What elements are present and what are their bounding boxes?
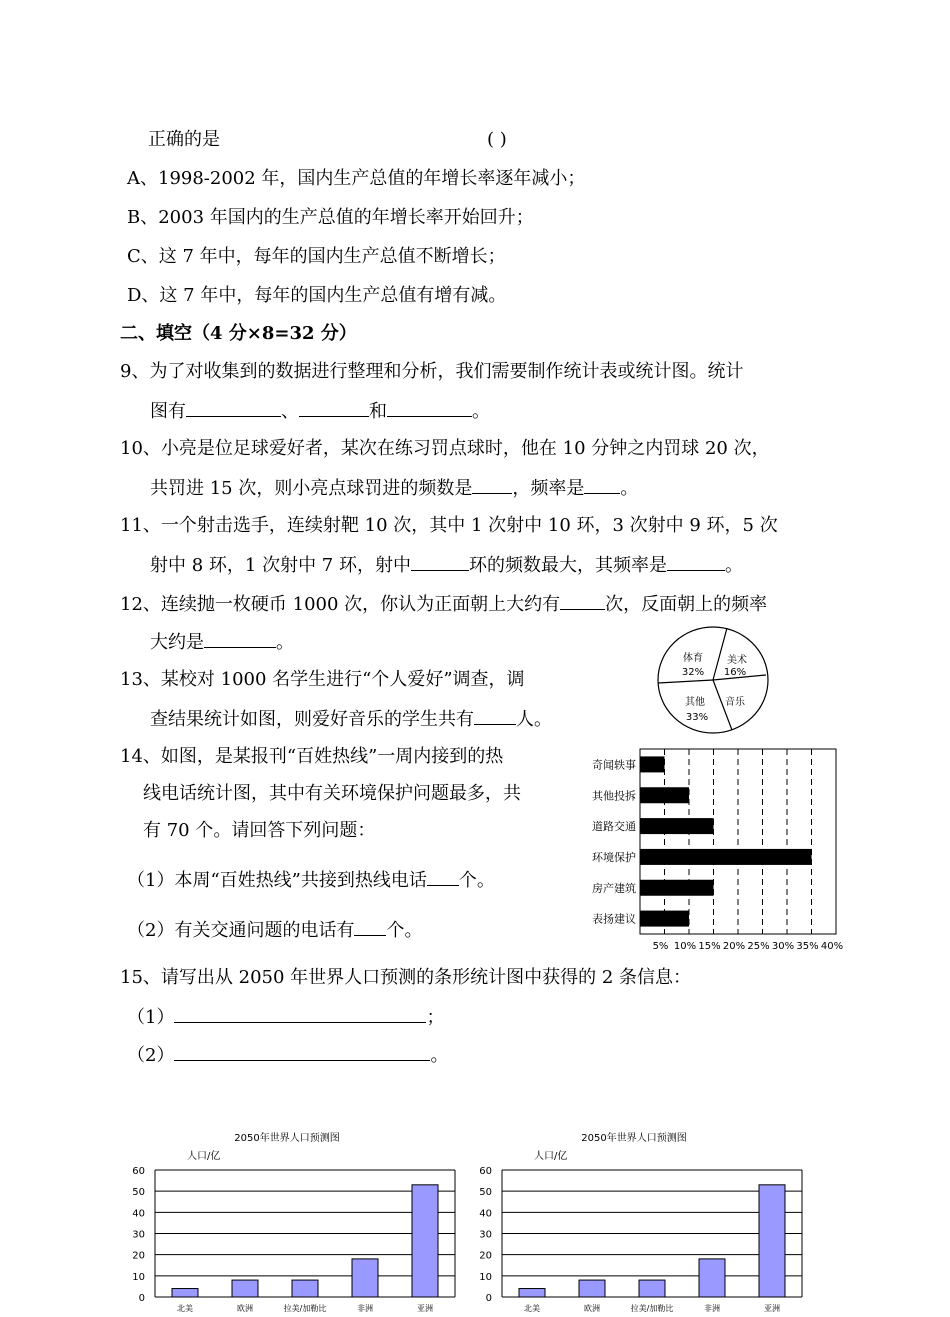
hbar-xtick-label: 5%: [652, 941, 669, 952]
q8-option-b: B、2003 年国内的生产总值的年增长率开始回升；: [127, 207, 534, 228]
q10-line2: 共罚进 15 次，则小亮点球罚进的频数是 ，频率是 。: [150, 475, 638, 501]
q8-option-c: C、这 7 年中，每年的国内生产总值不断增长；: [127, 246, 506, 267]
pop-bar: [412, 1185, 438, 1297]
pop-category-label: 非洲: [704, 1304, 720, 1313]
hbar-xtick-label: 40%: [820, 941, 844, 952]
q12-blank-2[interactable]: [204, 629, 276, 648]
pop-bar: [232, 1280, 258, 1297]
q14-sub1: （1）本周“百姓热线”共接到热线电话 个。: [127, 867, 495, 893]
pop-category-label: 拉美/加勒比: [283, 1304, 327, 1313]
hbar-category-label: 道路交通: [592, 820, 636, 834]
q15-sub1: （1） ；: [127, 1004, 444, 1030]
q14-blank-1[interactable]: [427, 867, 459, 886]
pop-category-label: 亚洲: [417, 1304, 433, 1313]
pie-slice-name-other: 其他: [685, 697, 705, 708]
pop-ytick-label: 0: [138, 1293, 145, 1304]
pop-category-label: 拉美/加勒比: [630, 1304, 674, 1313]
hotline-bar-chart: [575, 742, 855, 954]
pop-category-label: 北美: [177, 1304, 193, 1313]
q10-blank-1[interactable]: [472, 475, 512, 494]
pop-ytick-label: 50: [132, 1187, 145, 1199]
population-chart-2: [462, 1125, 822, 1317]
pop-ytick-label: 60: [479, 1166, 492, 1177]
q15-blank-2[interactable]: [174, 1042, 430, 1061]
q10-blank-2[interactable]: [584, 475, 620, 494]
pie-slice-name-music: 音乐: [725, 697, 745, 708]
hbar-xtick-label: 35%: [796, 941, 819, 952]
section-title: 二、填空（4 分×8=32 分）: [120, 323, 357, 344]
hbar-bar: [640, 880, 714, 896]
q9-line2: 图有 、 和 。: [150, 398, 490, 424]
pop-chart-ylabel: 人口/亿: [187, 1151, 221, 1162]
q14-line2: 线电话统计图，其中有关环境保护问题最多，共: [143, 783, 521, 804]
pop-ytick-label: 50: [479, 1187, 492, 1199]
q10-line1: 10、小亮是位足球爱好者，某次在练习罚点球时，他在 10 分钟之内罚球 20 次，: [120, 438, 770, 459]
pop-category-label: 非洲: [357, 1304, 373, 1313]
pop-category-label: 欧洲: [584, 1304, 600, 1313]
pop-bar: [352, 1259, 378, 1297]
hbar-xtick-label: 15%: [698, 941, 721, 952]
q9-blank-3[interactable]: [387, 398, 472, 417]
pie-slice-name-art: 美术: [727, 655, 747, 666]
pop-category-label: 欧洲: [237, 1304, 253, 1313]
hbar-category-label: 其他投拆: [592, 789, 636, 803]
hbar-bar: [640, 911, 689, 927]
pop-ytick-label: 20: [132, 1250, 145, 1262]
q8-stem-text: 正确的是: [148, 129, 220, 150]
hbar-bar: [640, 849, 812, 865]
pop-bar: [292, 1280, 318, 1297]
hobby-pie-chart: [655, 625, 775, 735]
q9-line1: 9、为了对收集到的数据进行整理和分析，我们需要制作统计表或统计图。统计: [120, 361, 744, 382]
hbar-category-label: 表扬建议: [592, 912, 636, 926]
q15-blank-1[interactable]: [174, 1004, 426, 1023]
hbar-category-label: 奇闻轶事: [592, 758, 636, 772]
q12-blank-1[interactable]: [560, 591, 605, 610]
pop-ytick-label: 40: [132, 1208, 145, 1220]
pop-chart-title: 2050年世界人口预测图: [581, 1133, 687, 1144]
hbar-category-label: 环境保护: [592, 850, 636, 864]
pop-bar: [639, 1280, 665, 1297]
pop-ytick-label: 0: [485, 1293, 492, 1304]
pop-category-label: 亚洲: [764, 1304, 780, 1313]
hbar-bar: [640, 787, 689, 803]
q14-blank-2[interactable]: [354, 917, 386, 936]
q9-blank-1[interactable]: [186, 398, 281, 417]
hbar-category-label: 房产建筑: [592, 881, 636, 895]
pop-bar: [759, 1185, 785, 1297]
q14-line3: 有 70 个。请回答下列问题：: [143, 820, 376, 841]
pop-ytick-label: 10: [132, 1271, 145, 1283]
pie-slice-label-art: 16%: [723, 667, 747, 678]
pop-chart-title: 2050年世界人口预测图: [234, 1133, 340, 1144]
pop-bar: [519, 1289, 545, 1297]
q14-sub2: （2）有关交通问题的电话有 个。: [127, 917, 422, 943]
q9-blank-2[interactable]: [299, 398, 369, 417]
q15-line1: 15、请写出从 2050 年世界人口预测的条形统计图中获得的 2 条信息：: [120, 967, 692, 988]
q8-option-a: A、1998-2002 年，国内生产总值的年增长率逐年减小；: [127, 168, 586, 189]
pop-ytick-label: 60: [132, 1166, 145, 1177]
q14-line1: 14、如图，是某报刊“百姓热线”一周内接到的热: [120, 746, 504, 767]
q12-line1: 12、连续抛一枚硬币 1000 次，你认为正面朝上大约有 次，反面朝上的频率: [120, 591, 767, 617]
hbar-xtick-label: 10%: [673, 941, 697, 952]
q13-line1: 13、某校对 1000 名学生进行“个人爱好”调查，调: [120, 669, 525, 690]
hbar-xtick-label: 20%: [722, 941, 746, 952]
pop-ytick-label: 10: [479, 1271, 492, 1283]
q8-answer-paren: ( ): [487, 129, 507, 150]
q11-line2: 射中 8 环，1 次射中 7 环，射中 环的频数最大，其频率是 。: [150, 552, 743, 578]
pop-bar: [579, 1280, 605, 1297]
hbar-bar: [640, 818, 714, 834]
q11-blank-1[interactable]: [411, 552, 469, 571]
population-chart-1: [115, 1125, 475, 1317]
q11-line1: 11、一个射击选手，连续射靶 10 次，其中 1 次射中 10 环，3 次射中 9 环，5 次: [120, 515, 778, 536]
hbar-xtick-label: 25%: [747, 941, 770, 952]
q15-sub2: （2） 。: [127, 1042, 448, 1068]
pop-ytick-label: 30: [479, 1229, 492, 1241]
q12-line2: 大约是 。: [150, 629, 294, 655]
pop-category-label: 北美: [524, 1304, 540, 1313]
pie-slice-label-pe: 32%: [681, 667, 705, 678]
pop-bar: [172, 1289, 198, 1297]
q13-blank-1[interactable]: [474, 706, 516, 725]
pop-chart-ylabel: 人口/亿: [534, 1151, 568, 1162]
pie-slice-name-pe: 体育: [683, 653, 703, 664]
hbar-bar: [640, 756, 665, 772]
q11-blank-2[interactable]: [667, 552, 725, 571]
q13-line2: 查结果统计如图，则爱好音乐的学生共有 人。: [150, 706, 552, 732]
q8-option-d: D、这 7 年中，每年的国内生产总值有增有减。: [127, 285, 507, 306]
pop-ytick-label: 30: [132, 1229, 145, 1241]
q8-stem: [148, 128, 220, 152]
pop-ytick-label: 40: [479, 1208, 492, 1220]
pie-slice-label-other: 33%: [685, 712, 709, 723]
pop-bar: [699, 1259, 725, 1297]
pop-ytick-label: 20: [479, 1250, 492, 1262]
hbar-xtick-label: 30%: [771, 941, 795, 952]
